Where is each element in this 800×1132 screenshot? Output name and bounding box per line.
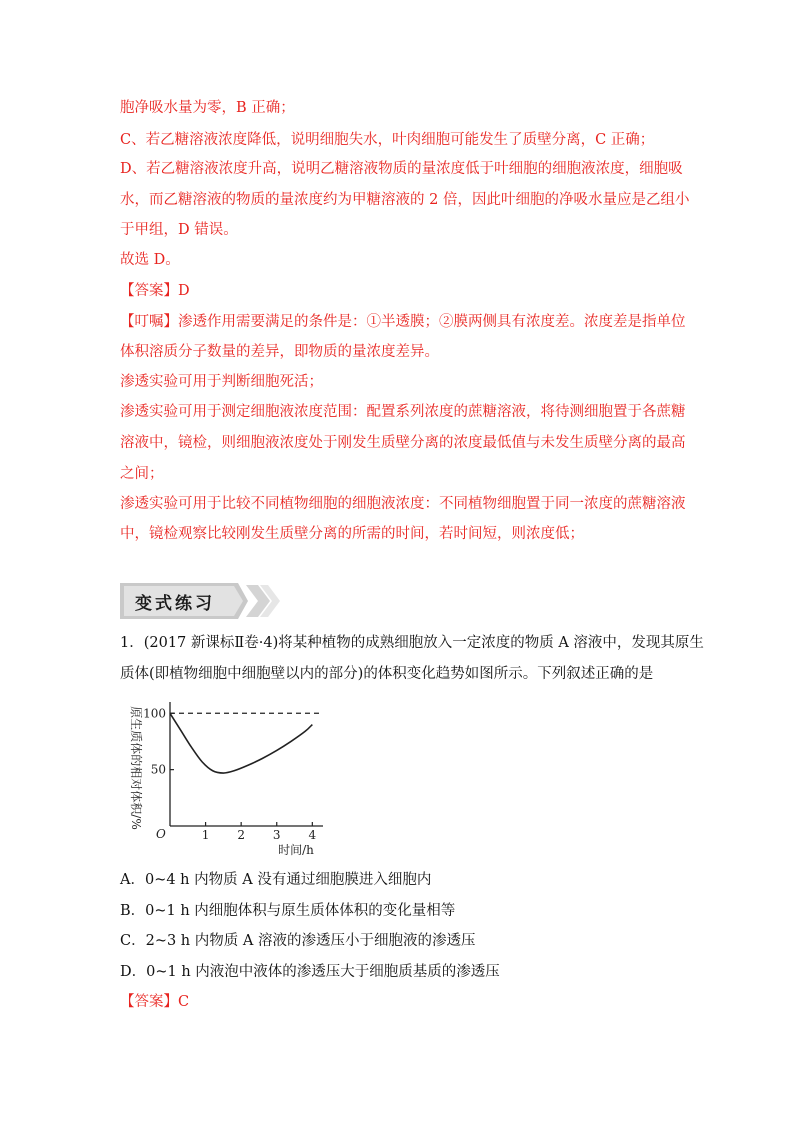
explanation-line-2: C、若乙糖溶液浓度降低，说明细胞失水，叶肉细胞可能发生了质壁分离，C 正确；	[120, 132, 655, 148]
tip-line-7: 渗透实验可用于比较不同植物细胞的细胞液浓度：不同植物细胞置于同一浓度的蔗糖溶液	[120, 496, 686, 512]
tip-line-2: 体积溶质分子数量的差异，即物质的量浓度差异。	[120, 344, 439, 360]
tip-line-4: 渗透实验可用于测定细胞液浓度范围：配置系列浓度的蔗糖溶液，将待测细胞置于各蔗糖	[120, 404, 686, 420]
explanation-line-1: 胞净吸水量为零，B 正确；	[120, 100, 295, 116]
tip-line-6: 之间；	[120, 466, 164, 482]
option-d: D．0~1 h 内液泡中液体的渗透压大于细胞质基质的渗透压	[120, 964, 500, 980]
option-a: A．0~4 h 内物质 A 没有通过细胞膜进入细胞内	[120, 872, 432, 888]
section-banner	[120, 581, 280, 621]
tip-line-8: 中，镜检观察比较刚发生质壁分离的所需的时间，若时间短，则浓度低；	[120, 526, 584, 542]
answer-value: C	[178, 994, 190, 1010]
explanation-line-6: 故选 D。	[120, 252, 180, 268]
answer-bracket: 【答案】	[120, 994, 178, 1010]
x-tick-label-4: 4	[308, 828, 317, 842]
x-tick-label-1: 1	[201, 828, 210, 842]
tip-line-1: 【叮嘱】渗透作用需要满足的条件是：①半透膜；②膜两侧具有浓度差。浓度差是指单位	[120, 314, 686, 330]
x-tick-label-2: 2	[237, 828, 245, 842]
explanation-line-4: 水，而乙糖溶液的物质的量浓度约为甲糖溶液的 2 倍，因此叶细胞的净吸水量应是乙组小	[120, 192, 690, 208]
question-line-1: 1．(2017 新课标Ⅱ卷·4)将某种植物的成熟细胞放入一定浓度的物质 A 溶液中，发现其原生	[120, 635, 704, 651]
volume-chart	[118, 696, 340, 858]
protoplast-volume-curve	[170, 713, 312, 773]
x-axis-label: 时间/h	[278, 843, 314, 857]
origin-label: O	[156, 827, 166, 841]
banner-title: 变式练习	[135, 594, 215, 614]
y-tick-label-50: 50	[150, 762, 166, 777]
option-b: B．0~1 h 内细胞体积与原生质体体积的变化量相等	[120, 903, 456, 919]
question-line-2: 质体(即植物细胞中细胞壁以内的部分)的体积变化趋势如图所示。下列叙述正确的是	[120, 666, 654, 682]
explanation-line-5: 于甲组，D 错误。	[120, 222, 238, 238]
chart-svg	[118, 696, 340, 858]
y-tick-label-100: 100	[143, 706, 166, 721]
tip-line-3: 渗透实验可用于判断细胞死活；	[120, 374, 323, 390]
explanation-line-3: D、若乙糖溶液浓度升高，说明乙糖溶液物质的量浓度低于叶细胞的细胞液浓度，细胞吸	[120, 161, 683, 177]
answer-label: 【答案】D	[120, 283, 190, 299]
y-axis-label: 原生质体的相对体积/%	[129, 706, 143, 830]
tip-line-5: 溶液中，镜检，则细胞液浓度处于刚发生质壁分离的浓度最低值与未发生质壁分离的最高	[120, 435, 686, 451]
option-c: C．2~3 h 内物质 A 溶液的渗透压小于细胞液的渗透压	[120, 933, 476, 949]
question-answer	[120, 992, 189, 1012]
x-tick-label-3: 3	[272, 828, 281, 842]
